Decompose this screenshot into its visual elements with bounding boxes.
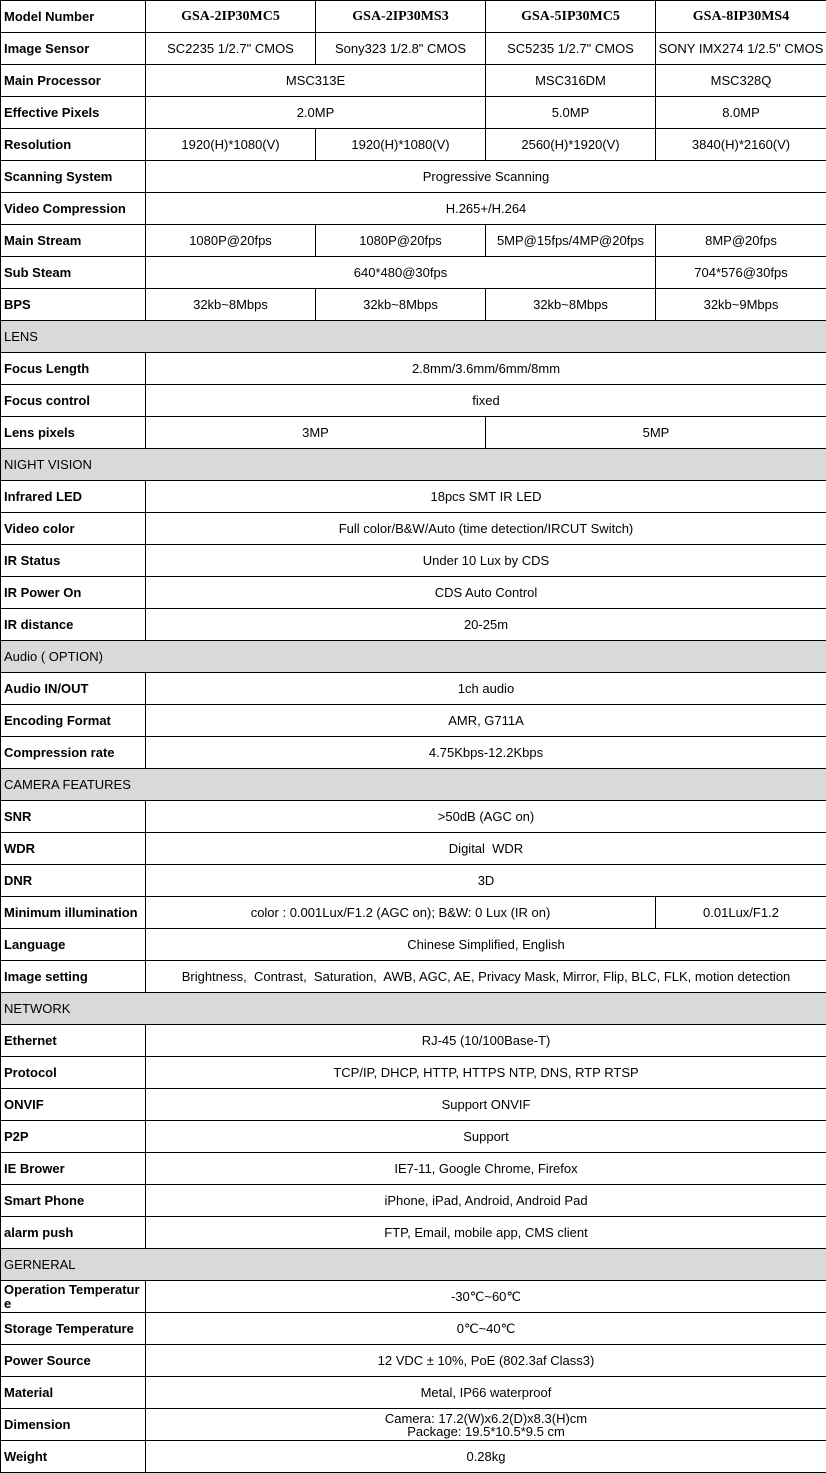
- cell-value: 2560(H)*1920(V): [486, 129, 656, 161]
- spec-row-audio-in-out: [1, 673, 826, 705]
- cell-value: 3D: [146, 865, 826, 897]
- cell-value: 5MP@15fps/4MP@20fps: [486, 225, 656, 257]
- cell-value: H.265+/H.264: [146, 193, 826, 225]
- spec-row-video-compression: [1, 193, 826, 225]
- row-label: IR distance: [1, 609, 146, 641]
- cell-value: 1920(H)*1080(V): [316, 129, 486, 161]
- spec-row-dimension: [1, 1409, 826, 1441]
- row-label: Encoding Format: [1, 705, 146, 737]
- spec-row-min-illumination: [1, 897, 826, 929]
- spec-row-image-setting: [1, 961, 826, 993]
- row-label: Infrared LED: [1, 481, 146, 513]
- cell-value: Digital WDR: [146, 833, 826, 865]
- spec-row-encoding-format: [1, 705, 826, 737]
- row-label: Minimum illumination: [1, 897, 146, 929]
- section-title: NIGHT VISION: [1, 449, 826, 481]
- spec-row-focus-length: [1, 353, 826, 385]
- section-title: Audio ( OPTION): [1, 641, 826, 673]
- row-label: Compression rate: [1, 737, 146, 769]
- cell-value: TCP/IP, DHCP, HTTP, HTTPS NTP, DNS, RTP RTSP: [146, 1057, 826, 1089]
- spec-row-ethernet: [1, 1025, 826, 1057]
- section-audio: [1, 641, 826, 673]
- spec-row-weight: [1, 1441, 826, 1473]
- row-label: Video Compression: [1, 193, 146, 225]
- spec-row-resolution: [1, 129, 826, 161]
- row-label: Video color: [1, 513, 146, 545]
- cell-value: 8MP@20fps: [656, 225, 826, 257]
- row-label: Storage Temperature: [1, 1313, 146, 1345]
- cell-value: Under 10 Lux by CDS: [146, 545, 826, 577]
- section-network: [1, 993, 826, 1025]
- spec-row-infrared-led: [1, 481, 826, 513]
- row-label: Image Sensor: [1, 33, 146, 65]
- cell-value: FTP, Email, mobile app, CMS client: [146, 1217, 826, 1249]
- cell-value: 32kb~9Mbps: [656, 289, 826, 321]
- cell-value: CDS Auto Control: [146, 577, 826, 609]
- section-night-vision: [1, 449, 826, 481]
- spec-row-ir-distance: [1, 609, 826, 641]
- row-label: IE Brower: [1, 1153, 146, 1185]
- row-label: Focus control: [1, 385, 146, 417]
- cell-value: 3840(H)*2160(V): [656, 129, 826, 161]
- spec-row-scanning-system: [1, 161, 826, 193]
- spec-row-video-color: [1, 513, 826, 545]
- spec-row-alarm-push: [1, 1217, 826, 1249]
- cell-value: 1920(H)*1080(V): [146, 129, 316, 161]
- row-label: BPS: [1, 289, 146, 321]
- spec-row-protocol: [1, 1057, 826, 1089]
- row-label: Resolution: [1, 129, 146, 161]
- cell-value: -30℃~60℃: [146, 1281, 826, 1313]
- row-label: ONVIF: [1, 1089, 146, 1121]
- cell-value: 0.01Lux/F1.2: [656, 897, 826, 929]
- cell-value: MSC313E: [146, 65, 486, 97]
- cell-value: 4.75Kbps-12.2Kbps: [146, 737, 826, 769]
- row-label: Protocol: [1, 1057, 146, 1089]
- row-label: Main Stream: [1, 225, 146, 257]
- row-label: Effective Pixels: [1, 97, 146, 129]
- cell-value: RJ-45 (10/100Base-T): [146, 1025, 826, 1057]
- cell-value: MSC328Q: [656, 65, 826, 97]
- spec-row-ie-browser: [1, 1153, 826, 1185]
- cell-value: 5MP: [486, 417, 826, 449]
- section-title: CAMERA FEATURES: [1, 769, 826, 801]
- cell-value: Brightness, Contrast, Saturation, AWB, AGC, AE, Privacy Mask, Mirror, Flip, BLC, FLK, motion detection: [146, 961, 826, 993]
- row-label: Audio IN/OUT: [1, 673, 146, 705]
- cell-value: 5.0MP: [486, 97, 656, 129]
- cell-value: 32kb~8Mbps: [486, 289, 656, 321]
- dimension-package: Package: 19.5*10.5*9.5 cm: [407, 1423, 565, 1439]
- row-label: Sub Steam: [1, 257, 146, 289]
- row-label: Image setting: [1, 961, 146, 993]
- spec-row-compression-rate: [1, 737, 826, 769]
- cell-value: 32kb~8Mbps: [146, 289, 316, 321]
- spec-row-effective-pixels: [1, 97, 826, 129]
- cell-value: 2.8mm/3.6mm/6mm/8mm: [146, 353, 826, 385]
- cell-value: Sony323 1/2.8" CMOS: [316, 33, 486, 65]
- spec-row-main-stream: [1, 225, 826, 257]
- cell-value: 18pcs SMT IR LED: [146, 481, 826, 513]
- row-label: Model Number: [1, 1, 146, 33]
- section-title: GERNERAL: [1, 1249, 826, 1281]
- row-label: Dimension: [1, 1409, 146, 1441]
- cell-value: SC2235 1/2.7" CMOS: [146, 33, 316, 65]
- cell-value: 2.0MP: [146, 97, 486, 129]
- cell-value: IE7-11, Google Chrome, Firefox: [146, 1153, 826, 1185]
- cell-value: 0℃~40℃: [146, 1313, 826, 1345]
- model-name: GSA-2IP30MC5: [146, 1, 316, 33]
- row-label: Main Processor: [1, 65, 146, 97]
- section-lens: [1, 321, 826, 353]
- spec-row-wdr: [1, 833, 826, 865]
- spec-row-smart-phone: [1, 1185, 826, 1217]
- cell-value: [146, 1409, 826, 1441]
- cell-value: fixed: [146, 385, 826, 417]
- cell-value: >50dB (AGC on): [146, 801, 826, 833]
- cell-value: 12 VDC ± 10%, PoE (802.3af Class3): [146, 1345, 826, 1377]
- row-label: alarm push: [1, 1217, 146, 1249]
- cell-value: 1080P@20fps: [146, 225, 316, 257]
- model-name: GSA-2IP30MS3: [316, 1, 486, 33]
- spec-row-onvif: [1, 1089, 826, 1121]
- row-label: WDR: [1, 833, 146, 865]
- cell-value: color : 0.001Lux/F1.2 (AGC on); B&W: 0 Lux (IR on): [146, 897, 656, 929]
- row-label: Scanning System: [1, 161, 146, 193]
- cell-value: Support ONVIF: [146, 1089, 826, 1121]
- spec-row-p2p: [1, 1121, 826, 1153]
- row-label: Language: [1, 929, 146, 961]
- spec-row-operation-temperature: [1, 1281, 826, 1313]
- cell-value: 8.0MP: [656, 97, 826, 129]
- spec-row-dnr: [1, 865, 826, 897]
- row-label: Ethernet: [1, 1025, 146, 1057]
- spec-row-material: [1, 1377, 826, 1409]
- cell-value: Progressive Scanning: [146, 161, 826, 193]
- spec-row-sub-stream: [1, 257, 826, 289]
- cell-value: Chinese Simplified, English: [146, 929, 826, 961]
- row-label: Lens pixels: [1, 417, 146, 449]
- cell-value: Full color/B&W/Auto (time detection/IRCUT Switch): [146, 513, 826, 545]
- cell-value: 640*480@30fps: [146, 257, 656, 289]
- cell-value: MSC316DM: [486, 65, 656, 97]
- cell-value: 20-25m: [146, 609, 826, 641]
- row-label: Power Source: [1, 1345, 146, 1377]
- row-label: P2P: [1, 1121, 146, 1153]
- spec-row-snr: [1, 801, 826, 833]
- section-title: NETWORK: [1, 993, 826, 1025]
- spec-row-bps: [1, 289, 826, 321]
- cell-value: 0.28kg: [146, 1441, 826, 1473]
- cell-value: 704*576@30fps: [656, 257, 826, 289]
- cell-value: Support: [146, 1121, 826, 1153]
- cell-value: 1ch audio: [146, 673, 826, 705]
- spec-row-focus-control: [1, 385, 826, 417]
- row-label: Weight: [1, 1441, 146, 1473]
- model-name: GSA-5IP30MC5: [486, 1, 656, 33]
- section-general: [1, 1249, 826, 1281]
- spec-row-ir-status: [1, 545, 826, 577]
- row-label: Material: [1, 1377, 146, 1409]
- row-label: Operation Temperature: [1, 1281, 146, 1313]
- spec-row-power-source: [1, 1345, 826, 1377]
- dimension-camera: Camera: 17.2(W)x6.2(D)x8.3(H)cm: [384, 1410, 588, 1426]
- spec-row-language: [1, 929, 826, 961]
- row-label: Smart Phone: [1, 1185, 146, 1217]
- cell-value: AMR, G711A: [146, 705, 826, 737]
- section-camera-features: [1, 769, 826, 801]
- cell-value: iPhone, iPad, Android, Android Pad: [146, 1185, 826, 1217]
- cell-value: 1080P@20fps: [316, 225, 486, 257]
- cell-value: SONY IMX274 1/2.5" CMOS: [656, 33, 826, 65]
- section-title: LENS: [1, 321, 826, 353]
- cell-value: SC5235 1/2.7" CMOS: [486, 33, 656, 65]
- row-label: IR Power On: [1, 577, 146, 609]
- model-name: GSA-8IP30MS4: [656, 1, 826, 33]
- cell-value: Metal, IP66 waterproof: [146, 1377, 826, 1409]
- model-header-row: [1, 1, 826, 33]
- row-label: IR Status: [1, 545, 146, 577]
- cell-value: 3MP: [146, 417, 486, 449]
- row-label: Focus Length: [1, 353, 146, 385]
- row-label: SNR: [1, 801, 146, 833]
- row-label: DNR: [1, 865, 146, 897]
- spec-row-ir-power-on: [1, 577, 826, 609]
- cell-value: 32kb~8Mbps: [316, 289, 486, 321]
- spec-row-lens-pixels: [1, 417, 826, 449]
- spec-row-storage-temperature: [1, 1313, 826, 1345]
- spec-row-image-sensor: [1, 33, 826, 65]
- spec-row-main-processor: [1, 65, 826, 97]
